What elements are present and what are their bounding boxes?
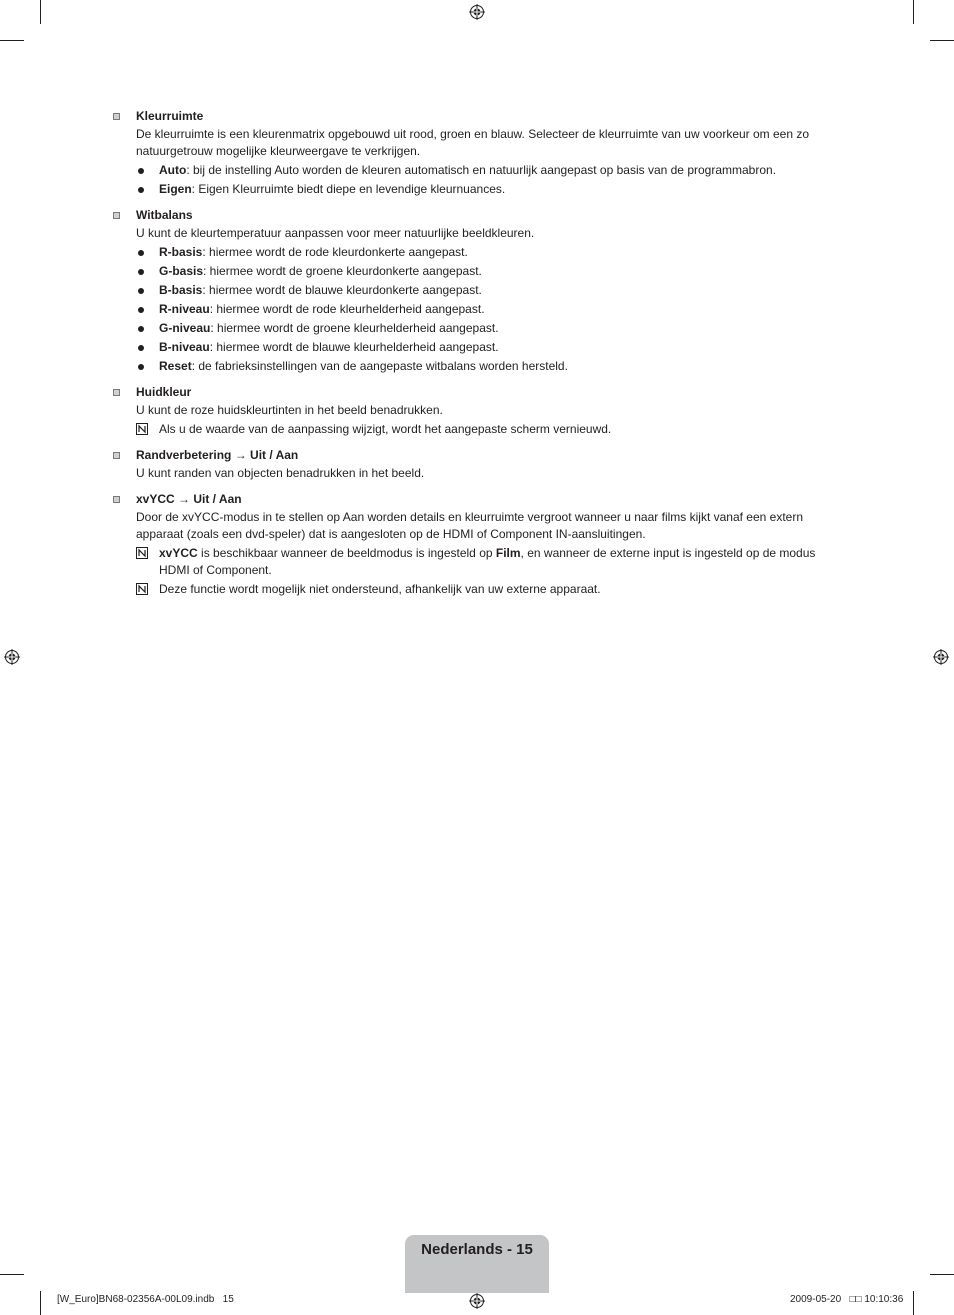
note	[136, 421, 833, 438]
square-bullet-icon	[113, 452, 120, 459]
section-huidkleur	[113, 384, 833, 438]
page-number-label: Nederlands - 15	[421, 1241, 533, 1258]
crop-mark-bottom-right-v	[913, 1291, 914, 1315]
bullet-term: Reset	[159, 359, 192, 373]
square-bullet-icon	[113, 496, 120, 503]
dot-bullet-icon	[138, 269, 144, 275]
bullet-text: : hiermee wordt de rode kleurhelderheid aangepast.	[209, 302, 485, 316]
section-randverbetering	[113, 447, 833, 482]
dot-bullet-icon	[138, 288, 144, 294]
list-item	[136, 263, 833, 280]
bullet-term: Auto	[159, 163, 187, 177]
list-item	[136, 181, 833, 198]
section-xvycc	[113, 491, 833, 598]
dot-bullet-icon	[138, 326, 144, 332]
bullet-term: G-basis	[159, 264, 204, 278]
list-item	[136, 244, 833, 261]
dot-bullet-icon	[138, 364, 144, 370]
list-item	[136, 320, 833, 337]
note-icon	[136, 547, 148, 559]
crop-mark-top-left-v	[40, 0, 41, 24]
bullet-text: : hiermee wordt de groene kleurdonkerte aangepast.	[203, 264, 482, 278]
bullet-text: : Eigen Kleurruimte biedt diepe en levendige kleurnuances.	[191, 182, 506, 196]
note-text: Als u de waarde van de aanpassing wijzigt, wordt het aangepaste scherm vernieuwd.	[159, 422, 612, 436]
square-bullet-icon	[113, 113, 120, 120]
section-heading	[113, 384, 833, 402]
bullet-term: Eigen	[159, 182, 192, 196]
crop-mark-top-right-v	[913, 0, 914, 24]
section-heading	[113, 207, 833, 225]
section-intro: Door de xvYCC-modus in te stellen op Aan worden details en kleurruimte vergroot wanneer u naar films kijkt vanaf een extern apparaat (zoals een dvd-speler) dat is aangesloten op de HDMI of Component IN-aansluitingen.	[136, 510, 804, 541]
square-bullet-icon	[113, 389, 120, 396]
crop-mark-top-right-h	[930, 40, 954, 41]
section-intro: De kleurruimte is een kleurenmatrix opgebouwd uit rood, groen en blauw. Selecteer de kleurruimte van uw voorkeur om een zo natuurgetrouw mogelijke kleurweergave te verkrijgen.	[136, 127, 810, 158]
bullet-text: : de fabrieksinstellingen van de aangepaste witbalans worden hersteld.	[191, 359, 568, 373]
bullet-text: : hiermee wordt de blauwe kleurdonkerte aangepast.	[202, 283, 482, 297]
dot-bullet-icon	[138, 250, 144, 256]
bullet-text: : hiermee wordt de blauwe kleurhelderheid aangepast.	[209, 340, 499, 354]
registration-mark-icon	[469, 1293, 485, 1309]
dot-bullet-icon	[138, 187, 144, 193]
crop-mark-bottom-left-h	[0, 1274, 24, 1275]
slug-file-info: [W_Euro]BN68-02356A-00L09.indb 15	[57, 1294, 234, 1305]
bullet-term: G-niveau	[159, 321, 211, 335]
note-term: xvYCC	[159, 546, 198, 560]
section-title: Randverbetering → Uit / Aan	[136, 448, 299, 462]
section-intro: U kunt randen van objecten benadrukken in het beeld.	[136, 466, 425, 480]
note	[136, 545, 833, 579]
section-title: Witbalans	[136, 208, 193, 222]
dot-bullet-icon	[138, 168, 144, 174]
list-item	[136, 282, 833, 299]
list-item	[136, 339, 833, 356]
list-item	[136, 301, 833, 318]
section-intro: U kunt de roze huidskleurtinten in het beeld benadrukken.	[136, 403, 443, 417]
bullet-term: R-niveau	[159, 302, 210, 316]
section-intro: U kunt de kleurtemperatuur aanpassen voor meer natuurlijke beeldkleuren.	[136, 226, 535, 240]
registration-mark-icon	[933, 649, 949, 665]
bullet-term: R-basis	[159, 245, 203, 259]
note-text: , en wanneer de externe input is ingesteld op de modus HDMI of Component.	[159, 546, 816, 577]
registration-mark-icon	[4, 649, 20, 665]
list-item	[136, 358, 833, 375]
bullet-text: : hiermee wordt de rode kleurdonkerte aangepast.	[202, 245, 468, 259]
section-title: Huidkleur	[136, 385, 192, 399]
section-kleurruimte	[113, 108, 833, 198]
section-heading	[113, 447, 833, 465]
section-heading	[113, 108, 833, 126]
section-heading	[113, 491, 833, 509]
section-witbalans	[113, 207, 833, 375]
bullet-term: B-niveau	[159, 340, 210, 354]
crop-mark-bottom-right-h	[930, 1274, 954, 1275]
note	[136, 581, 833, 598]
note-icon	[136, 583, 148, 595]
note-text: is beschikbaar wanneer de beeldmodus is ingesteld op	[197, 546, 496, 560]
square-bullet-icon	[113, 212, 120, 219]
registration-mark-icon	[469, 4, 485, 20]
note-icon	[136, 423, 148, 435]
slug-timestamp: 2009-05-20 □□ 10:10:36	[790, 1294, 904, 1305]
note-term: Film	[495, 546, 521, 560]
section-title: Kleurruimte	[136, 109, 204, 123]
crop-mark-bottom-left-v	[40, 1291, 41, 1315]
crop-mark-top-left-h	[0, 40, 24, 41]
note-text: Deze functie wordt mogelijk niet ondersteund, afhankelijk van uw externe apparaat.	[159, 582, 601, 596]
dot-bullet-icon	[138, 307, 144, 313]
bullet-text: : bij de instelling Auto worden de kleuren automatisch en natuurlijk aangepast op basis van de programmabron.	[186, 163, 777, 177]
dot-bullet-icon	[138, 345, 144, 351]
bullet-text: : hiermee wordt de groene kleurhelderheid aangepast.	[210, 321, 499, 335]
section-title: xvYCC → Uit / Aan	[136, 492, 242, 506]
list-item	[136, 162, 833, 179]
manual-content	[113, 108, 833, 607]
bullet-term: B-basis	[159, 283, 203, 297]
